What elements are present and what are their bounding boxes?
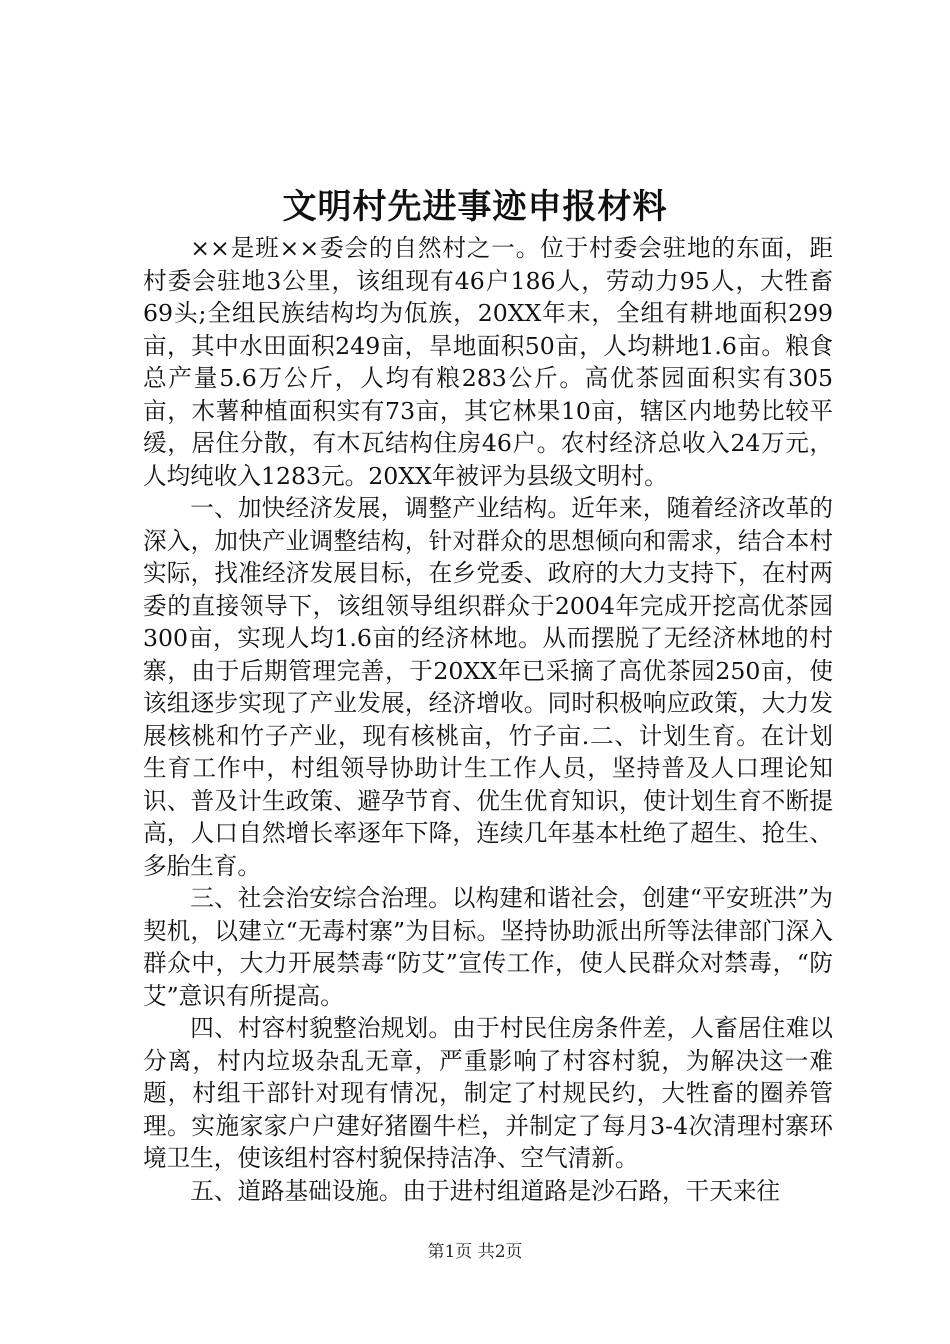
paragraph-village-appearance: 四、村容村貌整治规划。由于村民住房条件差，人畜居住难以分离，村内垃圾杂乱无章，严重影响了村容村貌，为解决这一难题，村组干部针对现有情况，制定了村规民约，大牲畜的圈养管理。实施家家户户建好猪圈牛栏，并制定了每月3-4次清理村寨环境卫生，使该组村容村貌保持洁净、空气清新。 bbox=[143, 1014, 833, 1172]
document-title: 文明村先进事迹申报材料 bbox=[282, 187, 668, 227]
document-body bbox=[143, 232, 833, 1207]
paragraph-public-security: 三、社会治安综合治理。以构建和谐社会，创建“平安班洪”为契机，以建立“无毒村寨”为目标。坚持协助派出所等法律部门深入群众中，大力开展禁毒“防艾”宣传工作，使人民群众对禁毒，“防艾”意识有所提高。 bbox=[143, 884, 833, 1010]
page-number-footer: 第1页 共2页 bbox=[427, 1242, 523, 1262]
paragraph-road-infrastructure: 五、道路基础设施。由于进村组道路是沙石路，干天来往 bbox=[190, 1176, 781, 1205]
paragraph-economy-family-planning: 一、加快经济发展，调整产业结构。近年来，随着经济改革的深入，加快产业调整结构，针对群众的思想倾向和需求，结合本村实际，找准经济发展目标，在乡党委、政府的大力支持下，在村两委的直接领导下，该组领导组织群众于2004年完成开挖高优茶园300亩，实现人均1.6亩的经济林地。从而摆脱了无经济林地的村寨，由于后期管理完善，于20XX年已采摘了高优茶园250亩，使该组逐步实现了产业发展，经济增收。同时积极响应政策，大力发展核桃和竹子产业，现有核桃亩，竹子亩.二、计划生育。在计划生育工作中，村组领导协助计生工作人员，坚持普及人口理论知识、普及计生政策、避孕节育、优生优育知识，使计划生育不断提高，人口自然增长率逐年下降，连续几年基本杜绝了超生、抢生、多胎生育。 bbox=[143, 494, 833, 880]
paragraph-intro: ××是班××委会的自然村之一。位于村委会驻地的东面，距村委会驻地3公里，该组现有46户186人，劳动力95人，大牲畜69头;全组民族结构均为佤族，20XX年末，全组有耕地面积299亩，其中水田面积249亩，旱地面积50亩，人均耕地1.6亩。粮食总产量5.6万公斤，人均有粮283公斤。高优茶园面积实有305亩，木薯种植面积实有73亩，其它林果10亩，辖区内地势比较平缓，居住分散，有木瓦结构住房46户。农村经济总收入24万元，人均纯收入1283元。20XX年被评为县级文明村。 bbox=[143, 234, 833, 490]
